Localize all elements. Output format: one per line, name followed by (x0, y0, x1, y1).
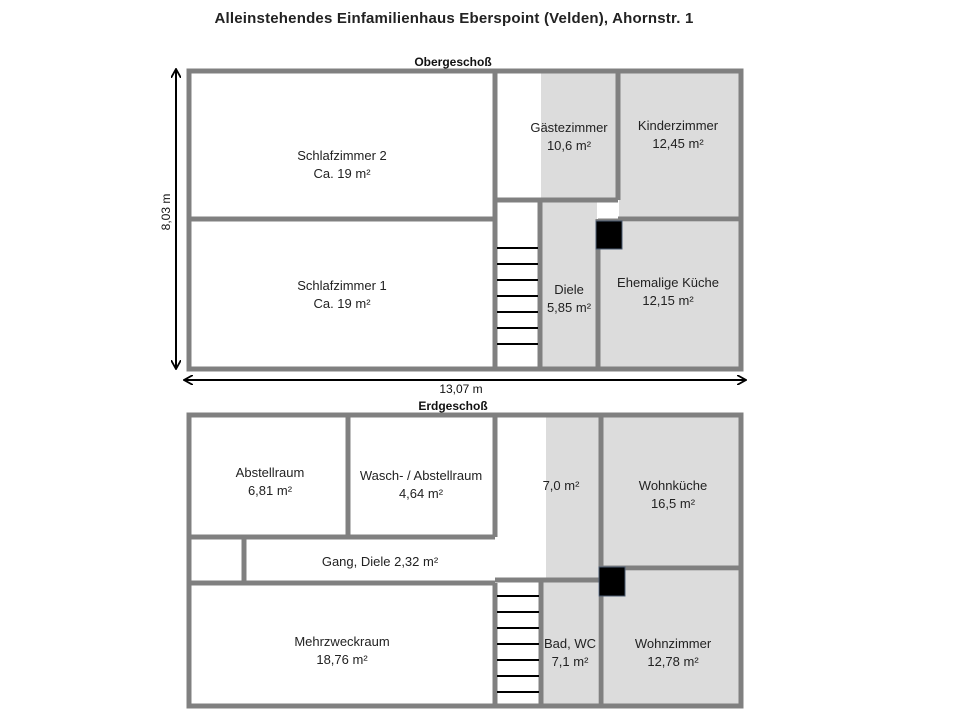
plan-title: Alleinstehendes Einfamilienhaus Eberspoint (Velden), Ahornstr. 1 (214, 10, 694, 27)
room-name-gaestezimmer: Gästezimmer (530, 120, 608, 135)
room-area-abstellraum: 6,81 m² (247, 483, 293, 498)
room-area-mehrzweckraum: 18,76 m² (316, 652, 368, 667)
room-name-wohnkueche: Wohnküche (638, 478, 708, 493)
shade-flur (546, 417, 599, 580)
room-area-schlafzimmer2: Ca. 19 m² (313, 166, 371, 181)
room-name-wohnzimmer: Wohnzimmer (634, 636, 712, 651)
chimney-ground (599, 567, 625, 596)
chimney-upper (596, 221, 622, 249)
room-area-flur: 7,0 m² (542, 478, 580, 493)
room-name-kinderzimmer: Kinderzimmer (637, 118, 719, 133)
height-dimension-label: 8,03 m (159, 193, 173, 231)
room-area-gaestezimmer: 10,6 m² (546, 138, 592, 153)
room-name-wasch-abstellraum: Wasch- / Abstellraum (359, 468, 483, 483)
upper-stairs (497, 248, 538, 344)
ground-stairs (497, 596, 539, 692)
upper-floor (159, 55, 745, 396)
room-area-wasch-abstellraum: 4,64 m² (398, 486, 444, 501)
room-area-ehemalige-kueche: 12,15 m² (642, 293, 694, 308)
room-name-ehemalige-kueche: Ehemalige Küche (617, 275, 719, 290)
room-name-bad-wc: Bad, WC (543, 636, 597, 651)
ground-floor-label: Erdgeschoß (418, 399, 488, 413)
ground-floor (189, 399, 741, 706)
room-area-diele: 5,85 m² (546, 300, 592, 315)
room-name-gang-diele: Gang, Diele 2,32 m² (321, 554, 439, 569)
room-name-abstellraum: Abstellraum (235, 465, 305, 480)
room-name-diele: Diele (554, 282, 584, 297)
room-name-schlafzimmer1: Schlafzimmer 1 (297, 278, 387, 293)
room-area-wohnzimmer: 12,78 m² (647, 654, 699, 669)
room-area-wohnkueche: 16,5 m² (650, 496, 696, 511)
width-dimension-label: 13,07 m (439, 382, 483, 396)
room-area-kinderzimmer: 12,45 m² (652, 136, 704, 151)
upper-floor-label: Obergeschoß (414, 55, 492, 69)
room-area-schlafzimmer1: Ca. 19 m² (313, 296, 371, 311)
shade-gaestezimmer (541, 73, 617, 198)
room-name-schlafzimmer2: Schlafzimmer 2 (297, 148, 387, 163)
room-name-mehrzweckraum: Mehrzweckraum (294, 634, 390, 649)
room-area-bad-wc: 7,1 m² (551, 654, 589, 669)
